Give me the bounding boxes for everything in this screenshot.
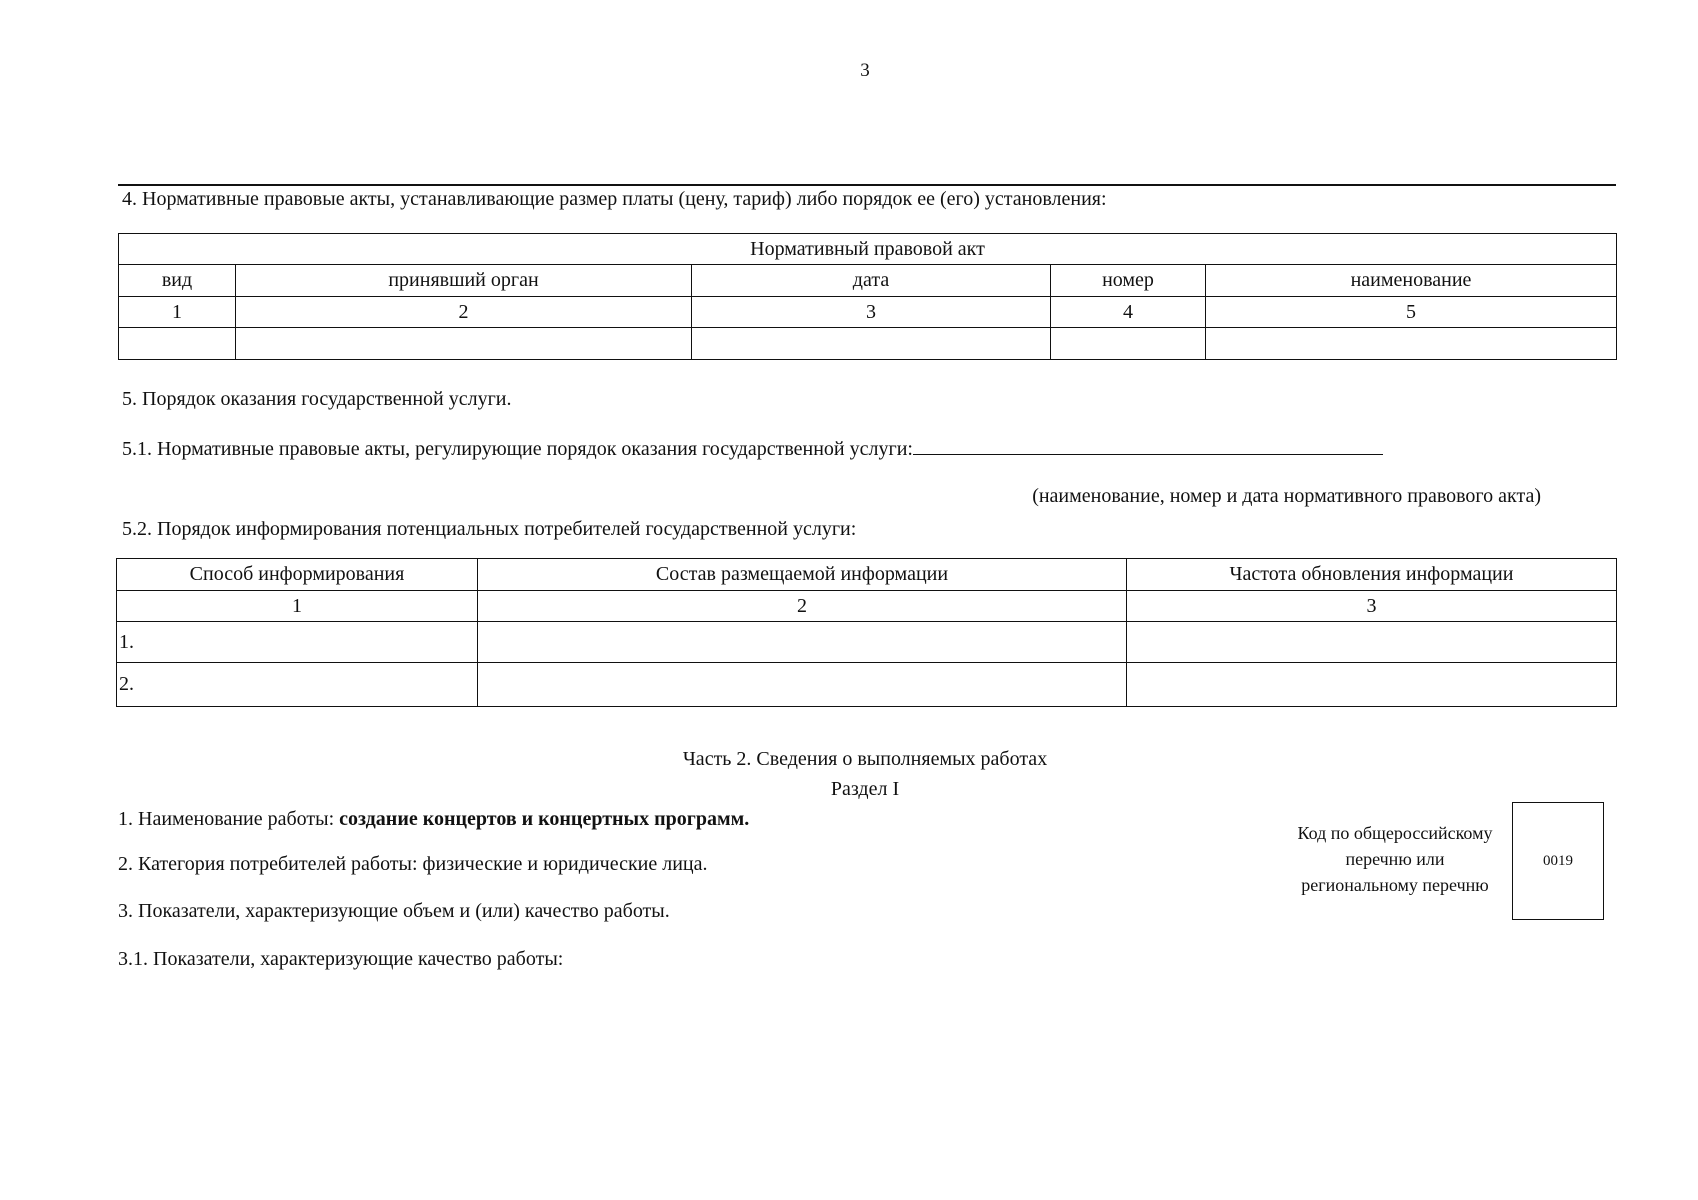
column-header: принявший орган (236, 265, 692, 297)
code-label-line: Код по общероссийскому (1297, 823, 1493, 843)
table-cell (1127, 622, 1617, 663)
column-number: 1 (117, 591, 478, 622)
section-title: Раздел I (830, 778, 900, 800)
column-number: 2 (478, 591, 1127, 622)
work-name-value: создание концертов и концертных программ. (339, 808, 750, 830)
top-rule (118, 184, 1616, 186)
registry-code-value: 0019 (1543, 852, 1573, 869)
column-header: Способ информирования (117, 559, 478, 591)
section4-heading: 4. Нормативные правовые акты, устанавливающие размер платы (цену, тариф) либо порядок ее (его) установления: (122, 188, 1107, 210)
column-number: 1 (119, 297, 236, 328)
work-name-label: 1. Наименование работы: (118, 808, 340, 830)
tariff-acts-table (118, 233, 1617, 360)
table-cell (1051, 328, 1206, 360)
column-number: 2 (236, 297, 692, 328)
code-label-line: региональному перечню (1301, 875, 1489, 895)
quality-indicators-heading: 3.1. Показатели, характеризующие качество работы: (118, 948, 564, 970)
registry-code-box (1512, 802, 1604, 920)
table-cell (119, 328, 236, 360)
section52-heading: 5.2. Порядок информирования потенциальных потребителей государственной услуги: (122, 518, 857, 540)
work-name (118, 808, 749, 831)
column-number: 4 (1051, 297, 1206, 328)
table-row (119, 328, 1617, 360)
table-cell (236, 328, 692, 360)
table-cell (1206, 328, 1617, 360)
table-cell (478, 622, 1127, 663)
table-cell (692, 328, 1051, 360)
part2-title: Часть 2. Сведения о выполняемых работах (682, 748, 1048, 770)
table-row (117, 622, 1617, 663)
section5-heading: 5. Порядок оказания государственной услуги. (122, 388, 512, 410)
column-header: вид (119, 265, 236, 297)
table-row (117, 663, 1617, 707)
column-number: 5 (1206, 297, 1617, 328)
code-label-line: перечню или (1345, 849, 1445, 869)
row-label: 1. (117, 622, 478, 663)
section51-text: 5.1. Нормативные правовые акты, регулирующие порядок оказания государственной услуги: (122, 438, 913, 460)
fill-in-line (913, 436, 1383, 455)
table-cell (1127, 663, 1617, 707)
column-header: наименование (1206, 265, 1617, 297)
consumer-category: 2. Категория потребителей работы: физические и юридические лица. (118, 853, 708, 875)
column-header: дата (692, 265, 1051, 297)
column-number: 3 (692, 297, 1051, 328)
row-label: 2. (117, 663, 478, 707)
registry-code-label (1270, 820, 1520, 898)
column-header: Частота обновления информации (1127, 559, 1617, 591)
table-cell (478, 663, 1127, 707)
indicators-heading: 3. Показатели, характеризующие объем и (или) качество работы. (118, 900, 670, 922)
table-group-header: Нормативный правовой акт (119, 234, 1617, 265)
section51-heading (122, 436, 1383, 461)
column-header: Состав размещаемой информации (478, 559, 1127, 591)
column-header: номер (1051, 265, 1206, 297)
page-number: 3 (860, 60, 870, 81)
informing-table (116, 558, 1617, 707)
section51-note: (наименование, номер и дата нормативного правового акта) (1032, 485, 1541, 507)
column-number: 3 (1127, 591, 1617, 622)
